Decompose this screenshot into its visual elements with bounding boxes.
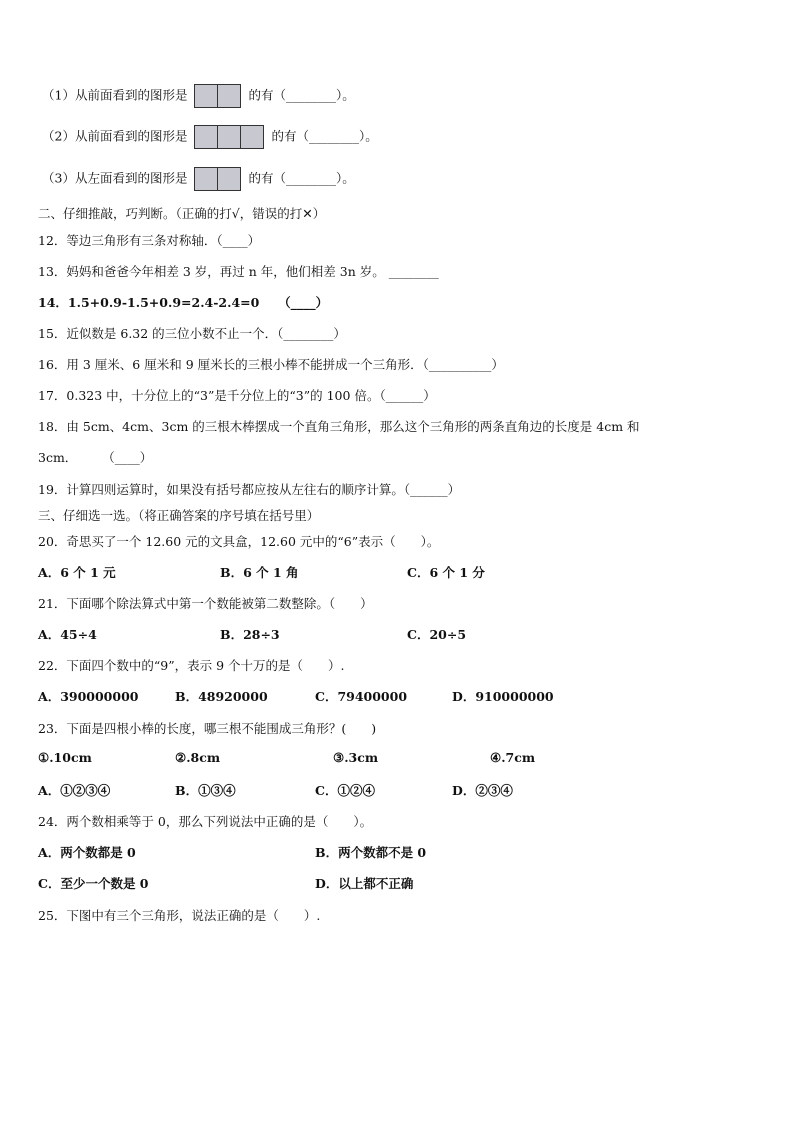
view-question-1 xyxy=(42,84,355,108)
view-question-2-suffix: 的有（________）。 xyxy=(271,128,378,144)
two-squares-figure-icon xyxy=(194,167,241,191)
q21-option-a: A．45÷4 xyxy=(38,627,97,642)
view-question-1-prefix: （1）从前面看到的图形是 xyxy=(42,87,188,103)
two-squares-figure-icon xyxy=(194,84,241,108)
q20-option-c: C．6 个 1 分 xyxy=(407,565,485,580)
q22-option-b: B．48920000 xyxy=(175,689,268,704)
question-19: 19．计算四则运算时，如果没有括号都应按从左往右的顺序计算。（______） xyxy=(38,482,461,497)
q20-option-a: A．6 个 1 元 xyxy=(38,565,116,580)
q23-option-c: C．①②④ xyxy=(315,783,375,798)
question-14: 14．1.5+0.9-1.5+0.9=2.4-2.4=0 （____） xyxy=(38,295,329,310)
view-question-2-prefix: （2）从前面看到的图形是 xyxy=(42,128,188,144)
question-15: 15．近似数是 6.32 的三位小数不止一个．（________） xyxy=(38,326,346,341)
question-17: 17．0.323 中，十分位上的“3”是千分位上的“3”的 100 倍。（______） xyxy=(38,388,436,403)
three-squares-figure-icon xyxy=(194,125,264,149)
question-12: 12．等边三角形有三条对称轴．（____） xyxy=(38,233,261,248)
question-13: 13．妈妈和爸爸今年相差 3 岁，再过 n 年，他们相差 3n 岁。 ________ xyxy=(38,264,439,279)
q22-option-d: D．910000000 xyxy=(452,689,554,704)
question-22-stem: 22．下面四个数中的“9”，表示 9 个十万的是（ ）. xyxy=(38,658,345,673)
question-24-stem: 24．两个数相乘等于 0，那么下列说法中正确的是（ ）。 xyxy=(38,814,373,829)
view-question-3 xyxy=(42,167,355,191)
view-question-3-suffix: 的有（________）。 xyxy=(248,170,355,186)
q23-length-3: ③.3cm xyxy=(333,750,379,765)
q21-option-c: C．20÷5 xyxy=(407,627,467,642)
question-18-line-2: 3cm． （____） xyxy=(38,450,153,465)
view-question-2 xyxy=(42,125,378,149)
q23-option-b: B．①③④ xyxy=(175,783,236,798)
q23-length-1: ①.10cm xyxy=(38,750,92,765)
q24-option-b: B．两个数都不是 0 xyxy=(315,845,427,860)
q23-length-2: ②.8cm xyxy=(175,750,221,765)
view-question-3-prefix: （3）从左面看到的图形是 xyxy=(42,170,188,186)
question-16: 16．用 3 厘米、6 厘米和 9 厘米长的三根小棒不能拼成一个三角形．（__________） xyxy=(38,357,504,372)
q22-option-c: C．79400000 xyxy=(315,689,408,704)
section-3-heading: 三、仔细选一选。（将正确答案的序号填在括号里） xyxy=(38,508,320,523)
q21-option-b: B．28÷3 xyxy=(220,627,280,642)
section-2-heading: 二、仔细推敲，巧判断。（正确的打√，错误的打✕） xyxy=(38,206,326,221)
q24-option-c: C．至少一个数是 0 xyxy=(38,876,149,891)
q24-option-a: A．两个数都是 0 xyxy=(38,845,136,860)
q23-option-a: A．①②③④ xyxy=(38,783,111,798)
view-question-1-suffix: 的有（________）。 xyxy=(248,87,355,103)
q23-length-4: ④.7cm xyxy=(490,750,536,765)
q24-option-d: D．以上都不正确 xyxy=(315,876,414,891)
question-21-stem: 21．下面哪个除法算式中第一个数能被第二数整除。（ ） xyxy=(38,596,373,611)
question-25-stem: 25．下图中有三个三角形，说法正确的是（ ）. xyxy=(38,908,321,923)
question-23-stem: 23．下面是四根小棒的长度，哪三根不能围成三角形？( ) xyxy=(38,721,377,736)
question-18-line-1: 18．由 5cm、4cm、3cm 的三根木棒摆成一个直角三角形，那么这个三角形的两条直角边的长度是 4cm 和 xyxy=(38,419,640,434)
question-20-stem: 20．奇思买了一个 12.60 元的文具盒，12.60 元中的“6”表示（ ）。 xyxy=(38,534,440,549)
q20-option-b: B．6 个 1 角 xyxy=(220,565,299,580)
q23-option-d: D．②③④ xyxy=(452,783,513,798)
q22-option-a: A．390000000 xyxy=(38,689,139,704)
